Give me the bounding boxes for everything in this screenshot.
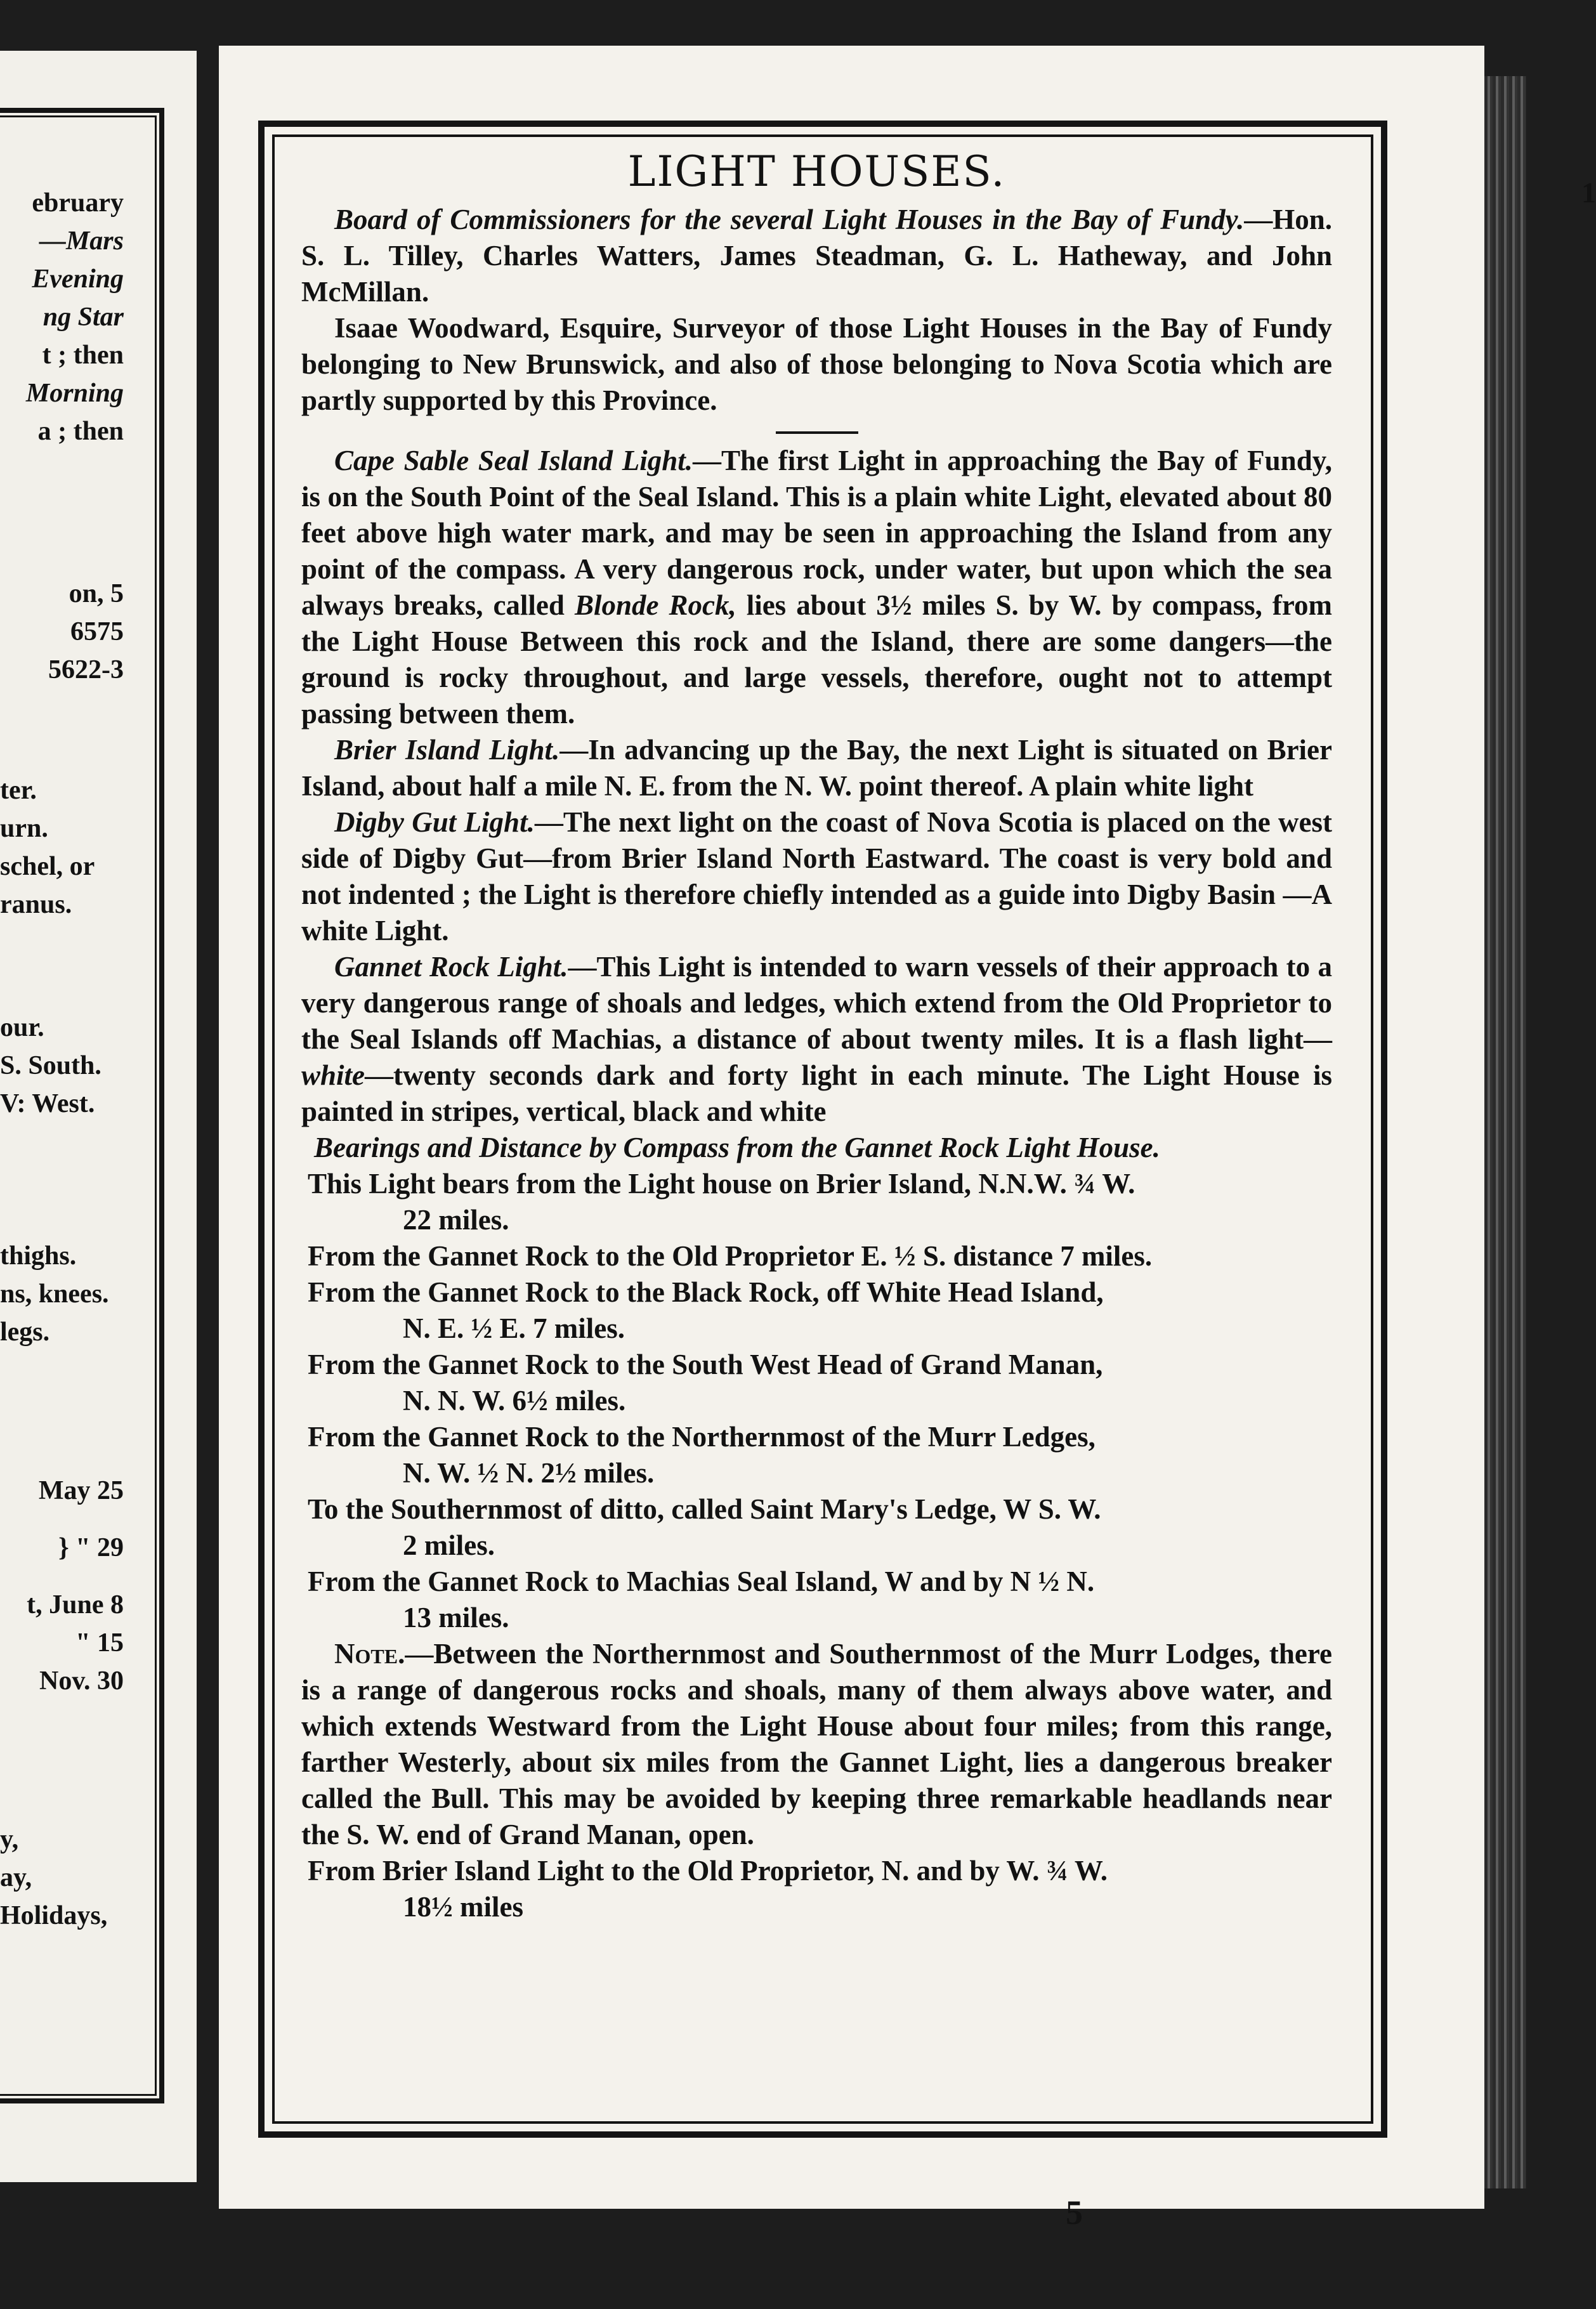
cape-sable-label: Cape Sable Seal Island Light. xyxy=(334,445,693,476)
left-fragment: schel, or xyxy=(0,852,95,881)
cape-sable-rock: Blonde Rock, xyxy=(574,589,736,621)
left-fragment: " 15 xyxy=(75,1628,124,1658)
left-page-text-fragments xyxy=(0,51,124,2144)
bearings-heading: Bearings and Distance by Compass from the Gannet Rock Light House. xyxy=(314,1132,1160,1163)
bearing-entry xyxy=(301,1238,1332,1274)
bearing-entry xyxy=(301,1491,1332,1564)
final-bearing-distance: 18½ miles xyxy=(403,1891,523,1923)
main-page xyxy=(219,46,1596,2232)
bearing-line: To the Southernmost of ditto, called Saint Mary's Ledge, W S. W. xyxy=(308,1493,1101,1525)
left-fragment: ay, xyxy=(0,1863,32,1892)
left-fragment: ter. xyxy=(0,776,37,805)
left-fragment: ns, knees. xyxy=(0,1279,109,1309)
bearing-line: From the Gannet Rock to the South West Head of Grand Manan, xyxy=(308,1349,1103,1380)
left-fragment: y, xyxy=(0,1825,19,1854)
digby-gut-paragraph xyxy=(301,804,1332,949)
bearing-line: From the Gannet Rock to the Black Rock, off White Head Island, xyxy=(308,1276,1104,1308)
note-label: Note. xyxy=(334,1638,405,1670)
page-title: LIGHT HOUSES. xyxy=(627,147,1006,196)
left-fragment: t, June 8 xyxy=(27,1590,124,1619)
left-fragment: ranus. xyxy=(0,890,72,919)
bearing-line: From the Gannet Rock to the Old Proprietor E. ½ S. distance 7 miles. xyxy=(308,1240,1153,1272)
final-bearing-line: From Brier Island Light to the Old Proprietor, N. and by W. ¾ W. xyxy=(308,1855,1108,1887)
bearing-line: From the Gannet Rock to the Northernmost of the Murr Ledges, xyxy=(308,1421,1096,1453)
page-number: 5 xyxy=(1066,2194,1083,2232)
bearing-entry xyxy=(301,1564,1332,1636)
bearing-line: This Light bears from the Light house on Brier Island, N.N.W. ¾ W. xyxy=(308,1168,1135,1200)
bearing-entry xyxy=(301,1274,1332,1347)
left-fragment: t ; then xyxy=(42,341,124,370)
board-label: Board of Commissioners for the several Light Houses in the Bay of Fundy. xyxy=(334,204,1245,235)
left-fragment: } " 29 xyxy=(58,1533,124,1562)
bearing-entry xyxy=(301,1347,1332,1419)
note-paragraph xyxy=(301,1636,1332,1853)
bearing-distance: 2 miles. xyxy=(403,1529,495,1561)
left-fragment: 5622-3 xyxy=(48,655,124,684)
left-fragment: thighs. xyxy=(0,1241,77,1271)
left-fragment: S. South. xyxy=(0,1051,101,1080)
digby-label: Digby Gut Light. xyxy=(334,806,535,838)
brier-text: —In advancing up the Bay, the next Light is situated on Brier Island, about half a mile N. E. from the N. W. point thereof. A plain white light xyxy=(301,734,1333,802)
gannet-text-2: —twenty seconds dark and forty light in each minute. The Light House is painted in stripes, vertical, black and white xyxy=(301,1059,1332,1127)
note-text: —Between the Northernmost and Southernmost of the Murr Lodges, there is a range of dangerous rocks and shoals, many of them always above water, and which extends Westward from the Light House about four miles; from this range, farther Westerly, about six miles from the Gannet Light, lies a dangerous breaker called the Bull. This may be avoided by keeping three remarkable headlands near the S. W. end of Grand Manan, open. xyxy=(301,1638,1332,1850)
left-fragment: a ; then xyxy=(37,417,124,446)
cape-sable-paragraph xyxy=(301,443,1332,732)
gannet-text-1: —This Light is intended to warn vessels of their approach to a very dangerous range of shoals and ledges, which extend from the Old Proprietor to the Seal Islands off Machias, a distance of about twenty miles. It is a flash light— xyxy=(301,951,1332,1055)
left-fragment: ng Star xyxy=(43,303,124,332)
page-content xyxy=(301,147,1332,1925)
left-fragment: Holidays, xyxy=(0,1901,108,1930)
cape-sable-text-2: lies about 3½ miles S. by W. by compass, from the Light House Between this rock and the Island, there are some dangers—the ground is rocky throughout, and large vessels, therefore, ought not to attempt passing between them. xyxy=(301,589,1332,729)
board-paragraph xyxy=(301,202,1332,310)
section-divider xyxy=(776,431,858,434)
bearing-distance: N. E. ½ E. 7 miles. xyxy=(403,1312,625,1344)
left-fragment: urn. xyxy=(0,814,48,843)
brier-label: Brier Island Light. xyxy=(334,734,560,766)
left-fragment: Morning xyxy=(25,379,124,408)
left-fragment: Nov. 30 xyxy=(39,1666,124,1696)
gannet-label: Gannet Rock Light. xyxy=(334,951,568,983)
left-fragment: legs. xyxy=(0,1318,50,1347)
gannet-white: white xyxy=(301,1059,365,1091)
bearing-entry xyxy=(301,1166,1332,1238)
left-fragment: V: West. xyxy=(0,1089,95,1118)
left-fragment: on, 5 xyxy=(69,579,124,608)
board-text: —Hon. S. L. Tilley, Charles Watters, James Steadman, G. L. Hatheway, and John McMillan. xyxy=(301,204,1332,308)
bearing-distance: N. W. ½ N. 2½ miles. xyxy=(403,1457,655,1489)
left-fragment: 6575 xyxy=(70,617,124,646)
bearing-line: From the Gannet Rock to Machias Seal Island, W and by N ½ N. xyxy=(308,1566,1095,1597)
corner-mark: 1 xyxy=(1581,176,1596,209)
left-facing-page xyxy=(0,51,197,2182)
bearing-distance: 13 miles. xyxy=(403,1602,509,1633)
left-fragment: ebruary xyxy=(32,188,124,218)
gannet-rock-paragraph xyxy=(301,949,1332,1130)
book-page-edge xyxy=(1484,76,1526,2188)
bearing-distance: 22 miles. xyxy=(403,1204,509,1236)
surveyor-paragraph: Isaae Woodward, Esquire, Surveyor of those Light Houses in the Bay of Fundy belonging to New Brunswick, and also of those belonging to Nova Scotia which are partly supported by this Province. xyxy=(301,312,1332,416)
left-fragment: —Mars xyxy=(39,226,124,256)
bearing-distance: N. N. W. 6½ miles. xyxy=(403,1385,626,1416)
left-fragment: Evening xyxy=(32,265,124,294)
left-fragment: our. xyxy=(0,1013,44,1042)
brier-island-paragraph xyxy=(301,732,1332,804)
digby-text: —The next light on the coast of Nova Scotia is placed on the west side of Digby Gut—from Brier Island North Eastward. The coast is very bold and not indented ; the Light is therefore chiefly intended as a guide into Digby Basin —A white Light. xyxy=(301,806,1332,946)
cape-sable-text-1: —The first Light in approaching the Bay of Fundy, is on the South Point of the Seal Island. This is a plain white Light, elevated about 80 feet above high water mark, and may be seen in approaching the Island from any point of the compass. A very dangerous rock, under water, but upon which the sea always breaks, called xyxy=(301,445,1332,621)
left-fragment: May 25 xyxy=(38,1476,124,1505)
final-bearing-entry xyxy=(301,1853,1332,1925)
bearing-entry xyxy=(301,1419,1332,1491)
